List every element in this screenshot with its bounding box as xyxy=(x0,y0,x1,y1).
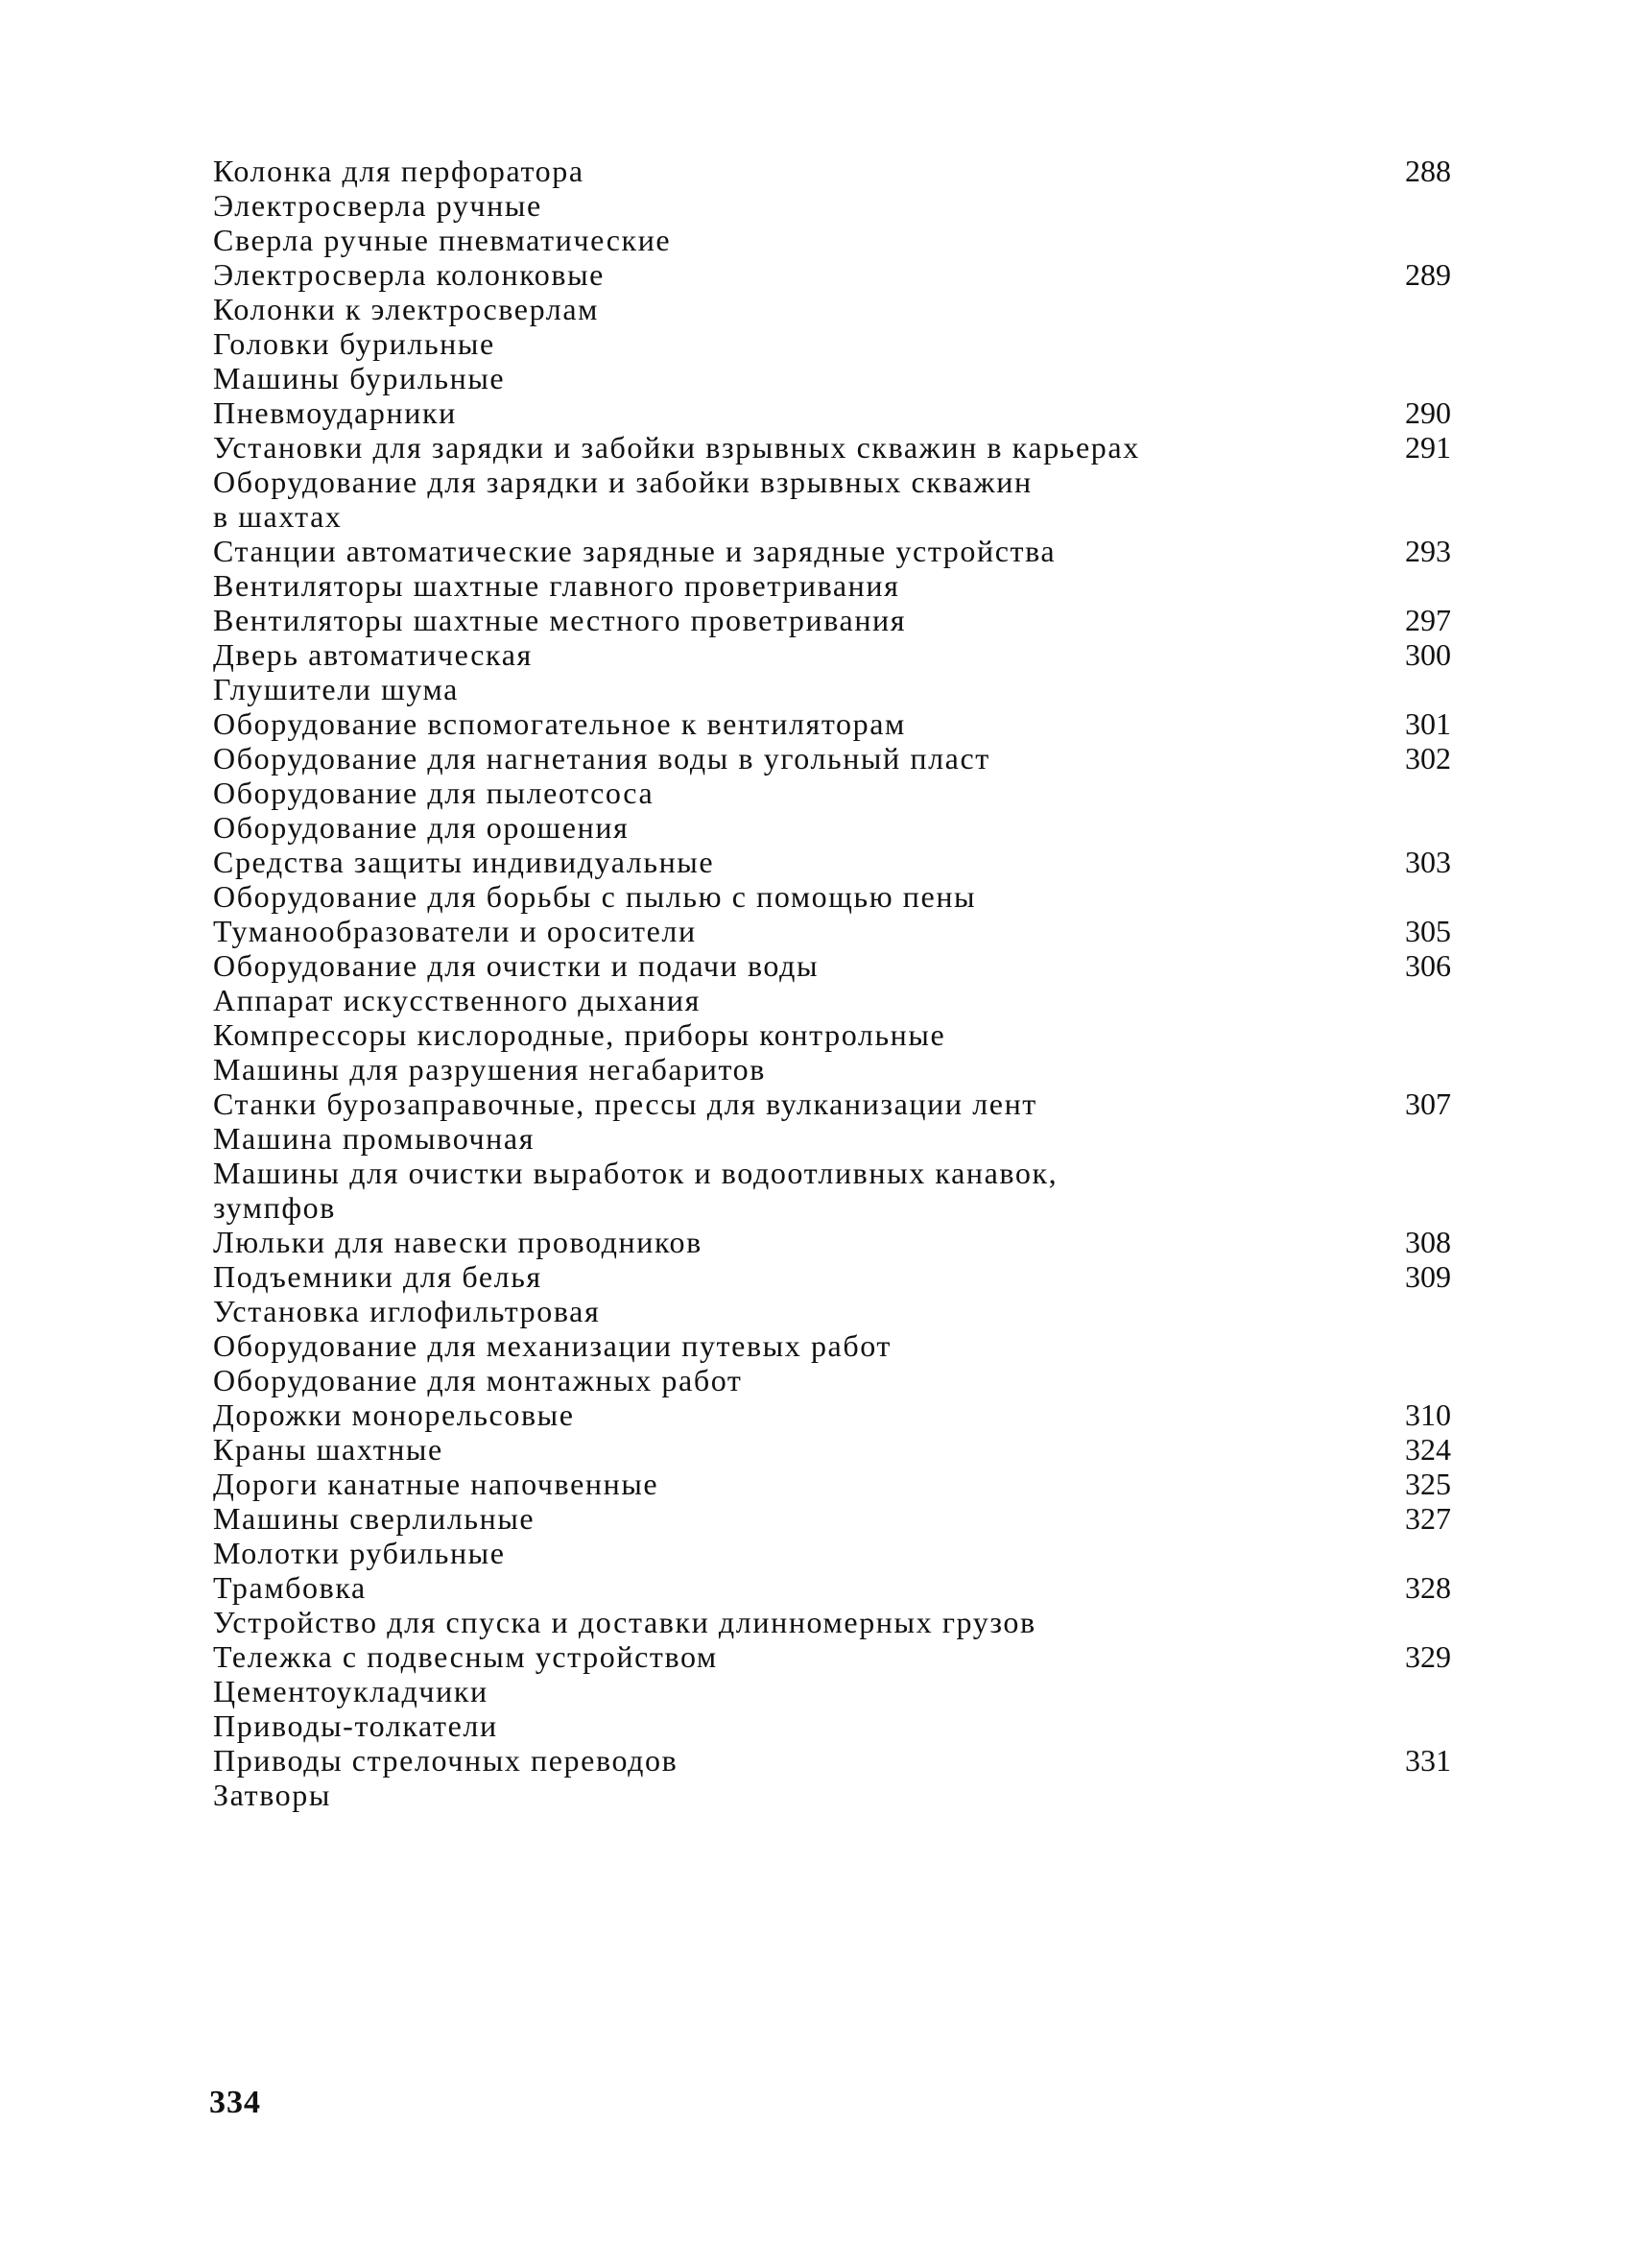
toc-row xyxy=(213,1086,1451,1121)
toc-row xyxy=(213,499,1451,534)
toc-entry-page: 308 xyxy=(1405,1225,1451,1259)
toc-entry-title: Затворы xyxy=(213,1778,331,1812)
toc-row xyxy=(213,1605,1451,1639)
toc-row xyxy=(213,395,1451,430)
toc-entry-title: Колонки к электросверлам xyxy=(213,292,599,326)
toc-row xyxy=(213,810,1451,845)
toc-entry-page: 305 xyxy=(1405,914,1451,948)
toc-entry-page: 306 xyxy=(1405,948,1451,983)
toc-row xyxy=(213,914,1451,948)
toc-entry-page: 324 xyxy=(1405,1432,1451,1467)
toc-row xyxy=(213,1052,1451,1086)
toc-entry-page: 310 xyxy=(1405,1397,1451,1432)
toc-entry-title: Машины для разрушения негабаритов xyxy=(213,1052,766,1086)
toc-entry-page: 301 xyxy=(1405,706,1451,741)
toc-entry-title: Станки бурозаправочные, прессы для вулканизации лент xyxy=(213,1086,1037,1121)
toc-entry-title: Колонка для перфоратора xyxy=(213,154,584,188)
toc-row xyxy=(213,188,1451,223)
toc-row xyxy=(213,1778,1451,1812)
toc-entry-page: 327 xyxy=(1405,1501,1451,1536)
toc-entry-title: Оборудование для очистки и подачи воды xyxy=(213,948,820,983)
toc-entry-page: 303 xyxy=(1405,845,1451,879)
toc-entry-title: в шахтах xyxy=(213,499,343,534)
toc-row xyxy=(213,465,1451,499)
toc-entry-title: Оборудование вспомогательное к вентиляторам xyxy=(213,706,906,741)
toc-row xyxy=(213,1743,1451,1778)
toc-entry-page: 329 xyxy=(1405,1639,1451,1674)
toc-entry-page: 291 xyxy=(1405,430,1451,465)
toc-entry-title: зумпфов xyxy=(213,1190,336,1225)
toc-entry-page: 328 xyxy=(1405,1570,1451,1605)
toc-entry-title: Оборудование для нагнетания воды в угольный пласт xyxy=(213,741,990,776)
toc-row xyxy=(213,1363,1451,1397)
toc-entry-page: 293 xyxy=(1405,534,1451,568)
toc-row xyxy=(213,706,1451,741)
toc-row xyxy=(213,1190,1451,1225)
toc-entry-title: Дорожки монорельсовые xyxy=(213,1397,575,1432)
toc-entry-page: 288 xyxy=(1405,154,1451,188)
toc-entry-title: Сверла ручные пневматические xyxy=(213,223,672,257)
toc-entry-page: 290 xyxy=(1405,395,1451,430)
page-number: 334 xyxy=(209,2085,261,2120)
toc-entry-title: Оборудование для пылеотсоса xyxy=(213,776,655,810)
toc-entry-page: 302 xyxy=(1405,741,1451,776)
toc-entry-title: Аппарат искусственного дыхания xyxy=(213,983,701,1017)
toc-row xyxy=(213,1570,1451,1605)
toc-entry-title: Оборудование для монтажных работ xyxy=(213,1363,743,1397)
toc-row xyxy=(213,1501,1451,1536)
toc-entry-title: Краны шахтные xyxy=(213,1432,443,1467)
toc-row xyxy=(213,983,1451,1017)
toc-row xyxy=(213,672,1451,706)
toc-entry-title: Головки бурильные xyxy=(213,326,495,361)
toc-row xyxy=(213,1536,1451,1570)
toc-entry-title: Оборудование для зарядки и забойки взрывных скважин xyxy=(213,465,1033,499)
toc-entry-title: Машины сверлильные xyxy=(213,1501,536,1536)
toc-entry-title: Подъемники для белья xyxy=(213,1259,542,1294)
toc-entry-title: Молотки рубильные xyxy=(213,1536,506,1570)
toc-row xyxy=(213,1121,1451,1156)
toc-entry-page: 307 xyxy=(1405,1086,1451,1121)
toc-row xyxy=(213,292,1451,326)
toc-row xyxy=(213,534,1451,568)
toc-row xyxy=(213,1708,1451,1743)
toc-entry-title: Устройство для спуска и доставки длинномерных грузов xyxy=(213,1605,1036,1639)
toc-entry-title: Дороги канатные напочвенные xyxy=(213,1467,659,1501)
toc-entry-title: Электросверла ручные xyxy=(213,188,542,223)
toc-row xyxy=(213,223,1451,257)
toc-row xyxy=(213,1017,1451,1052)
toc-entry-page: 325 xyxy=(1405,1467,1451,1501)
toc-entry-title: Машины бурильные xyxy=(213,361,506,395)
toc-entry-title: Машина промывочная xyxy=(213,1121,536,1156)
toc-entry-title: Тележка с подвесным устройством xyxy=(213,1639,718,1674)
toc-entry-title: Трамбовка xyxy=(213,1570,367,1605)
toc-row xyxy=(213,1397,1451,1432)
toc-row xyxy=(213,776,1451,810)
toc-row xyxy=(213,257,1451,292)
toc-entry-page: 289 xyxy=(1405,257,1451,292)
toc-row xyxy=(213,1432,1451,1467)
toc-entry-title: Приводы стрелочных переводов xyxy=(213,1743,679,1778)
toc-entry-title: Люльки для навески проводников xyxy=(213,1225,702,1259)
toc-row xyxy=(213,1674,1451,1708)
toc-entry-title: Оборудование для орошения xyxy=(213,810,630,845)
toc-entry-page: 331 xyxy=(1405,1743,1451,1778)
toc-row xyxy=(213,1259,1451,1294)
toc-entry-title: Глушители шума xyxy=(213,672,459,706)
toc-row xyxy=(213,603,1451,637)
toc-entry-title: Электросверла колонковые xyxy=(213,257,605,292)
toc-entry-title: Цементоукладчики xyxy=(213,1674,488,1708)
toc-row xyxy=(213,1225,1451,1259)
toc-row xyxy=(213,879,1451,914)
toc-entry-title: Установки для зарядки и забойки взрывных скважин в карьерах xyxy=(213,430,1140,465)
toc-row xyxy=(213,1328,1451,1363)
toc-entry-page: 309 xyxy=(1405,1259,1451,1294)
toc-row xyxy=(213,361,1451,395)
toc-entry-title: Туманообразователи и оросители xyxy=(213,914,697,948)
toc-entry-title: Средства защиты индивидуальные xyxy=(213,845,715,879)
toc-row xyxy=(213,1639,1451,1674)
toc-entry-page: 300 xyxy=(1405,637,1451,672)
toc-row xyxy=(213,430,1451,465)
toc-entry-title: Машины для очистки выработок и водоотливных канавок, xyxy=(213,1156,1059,1190)
toc-entry-title: Оборудование для механизации путевых работ xyxy=(213,1328,892,1363)
toc-entry-title: Оборудование для борьбы с пылью с помощью пены xyxy=(213,879,977,914)
toc-row xyxy=(213,741,1451,776)
toc-entry-page: 297 xyxy=(1405,603,1451,637)
toc-entry-title: Вентиляторы шахтные главного проветривания xyxy=(213,568,900,603)
toc-row xyxy=(213,568,1451,603)
toc-row xyxy=(213,948,1451,983)
toc-entry-title: Установка иглофильтровая xyxy=(213,1294,601,1328)
toc-row xyxy=(213,1156,1451,1190)
toc-entry-title: Дверь автоматическая xyxy=(213,637,533,672)
toc-entry-title: Станции автоматические зарядные и зарядные устройства xyxy=(213,534,1057,568)
toc-entry-title: Пневмоударники xyxy=(213,395,457,430)
toc-row xyxy=(213,1467,1451,1501)
toc-row xyxy=(213,1294,1451,1328)
toc-row xyxy=(213,326,1451,361)
toc-entry-title: Вентиляторы шахтные местного проветривания xyxy=(213,603,907,637)
toc-entry-title: Приводы-толкатели xyxy=(213,1708,498,1743)
toc-row xyxy=(213,845,1451,879)
table-of-contents xyxy=(213,154,1451,1812)
toc-row xyxy=(213,637,1451,672)
toc-entry-title: Компрессоры кислородные, приборы контрольные xyxy=(213,1017,946,1052)
toc-row xyxy=(213,154,1451,188)
